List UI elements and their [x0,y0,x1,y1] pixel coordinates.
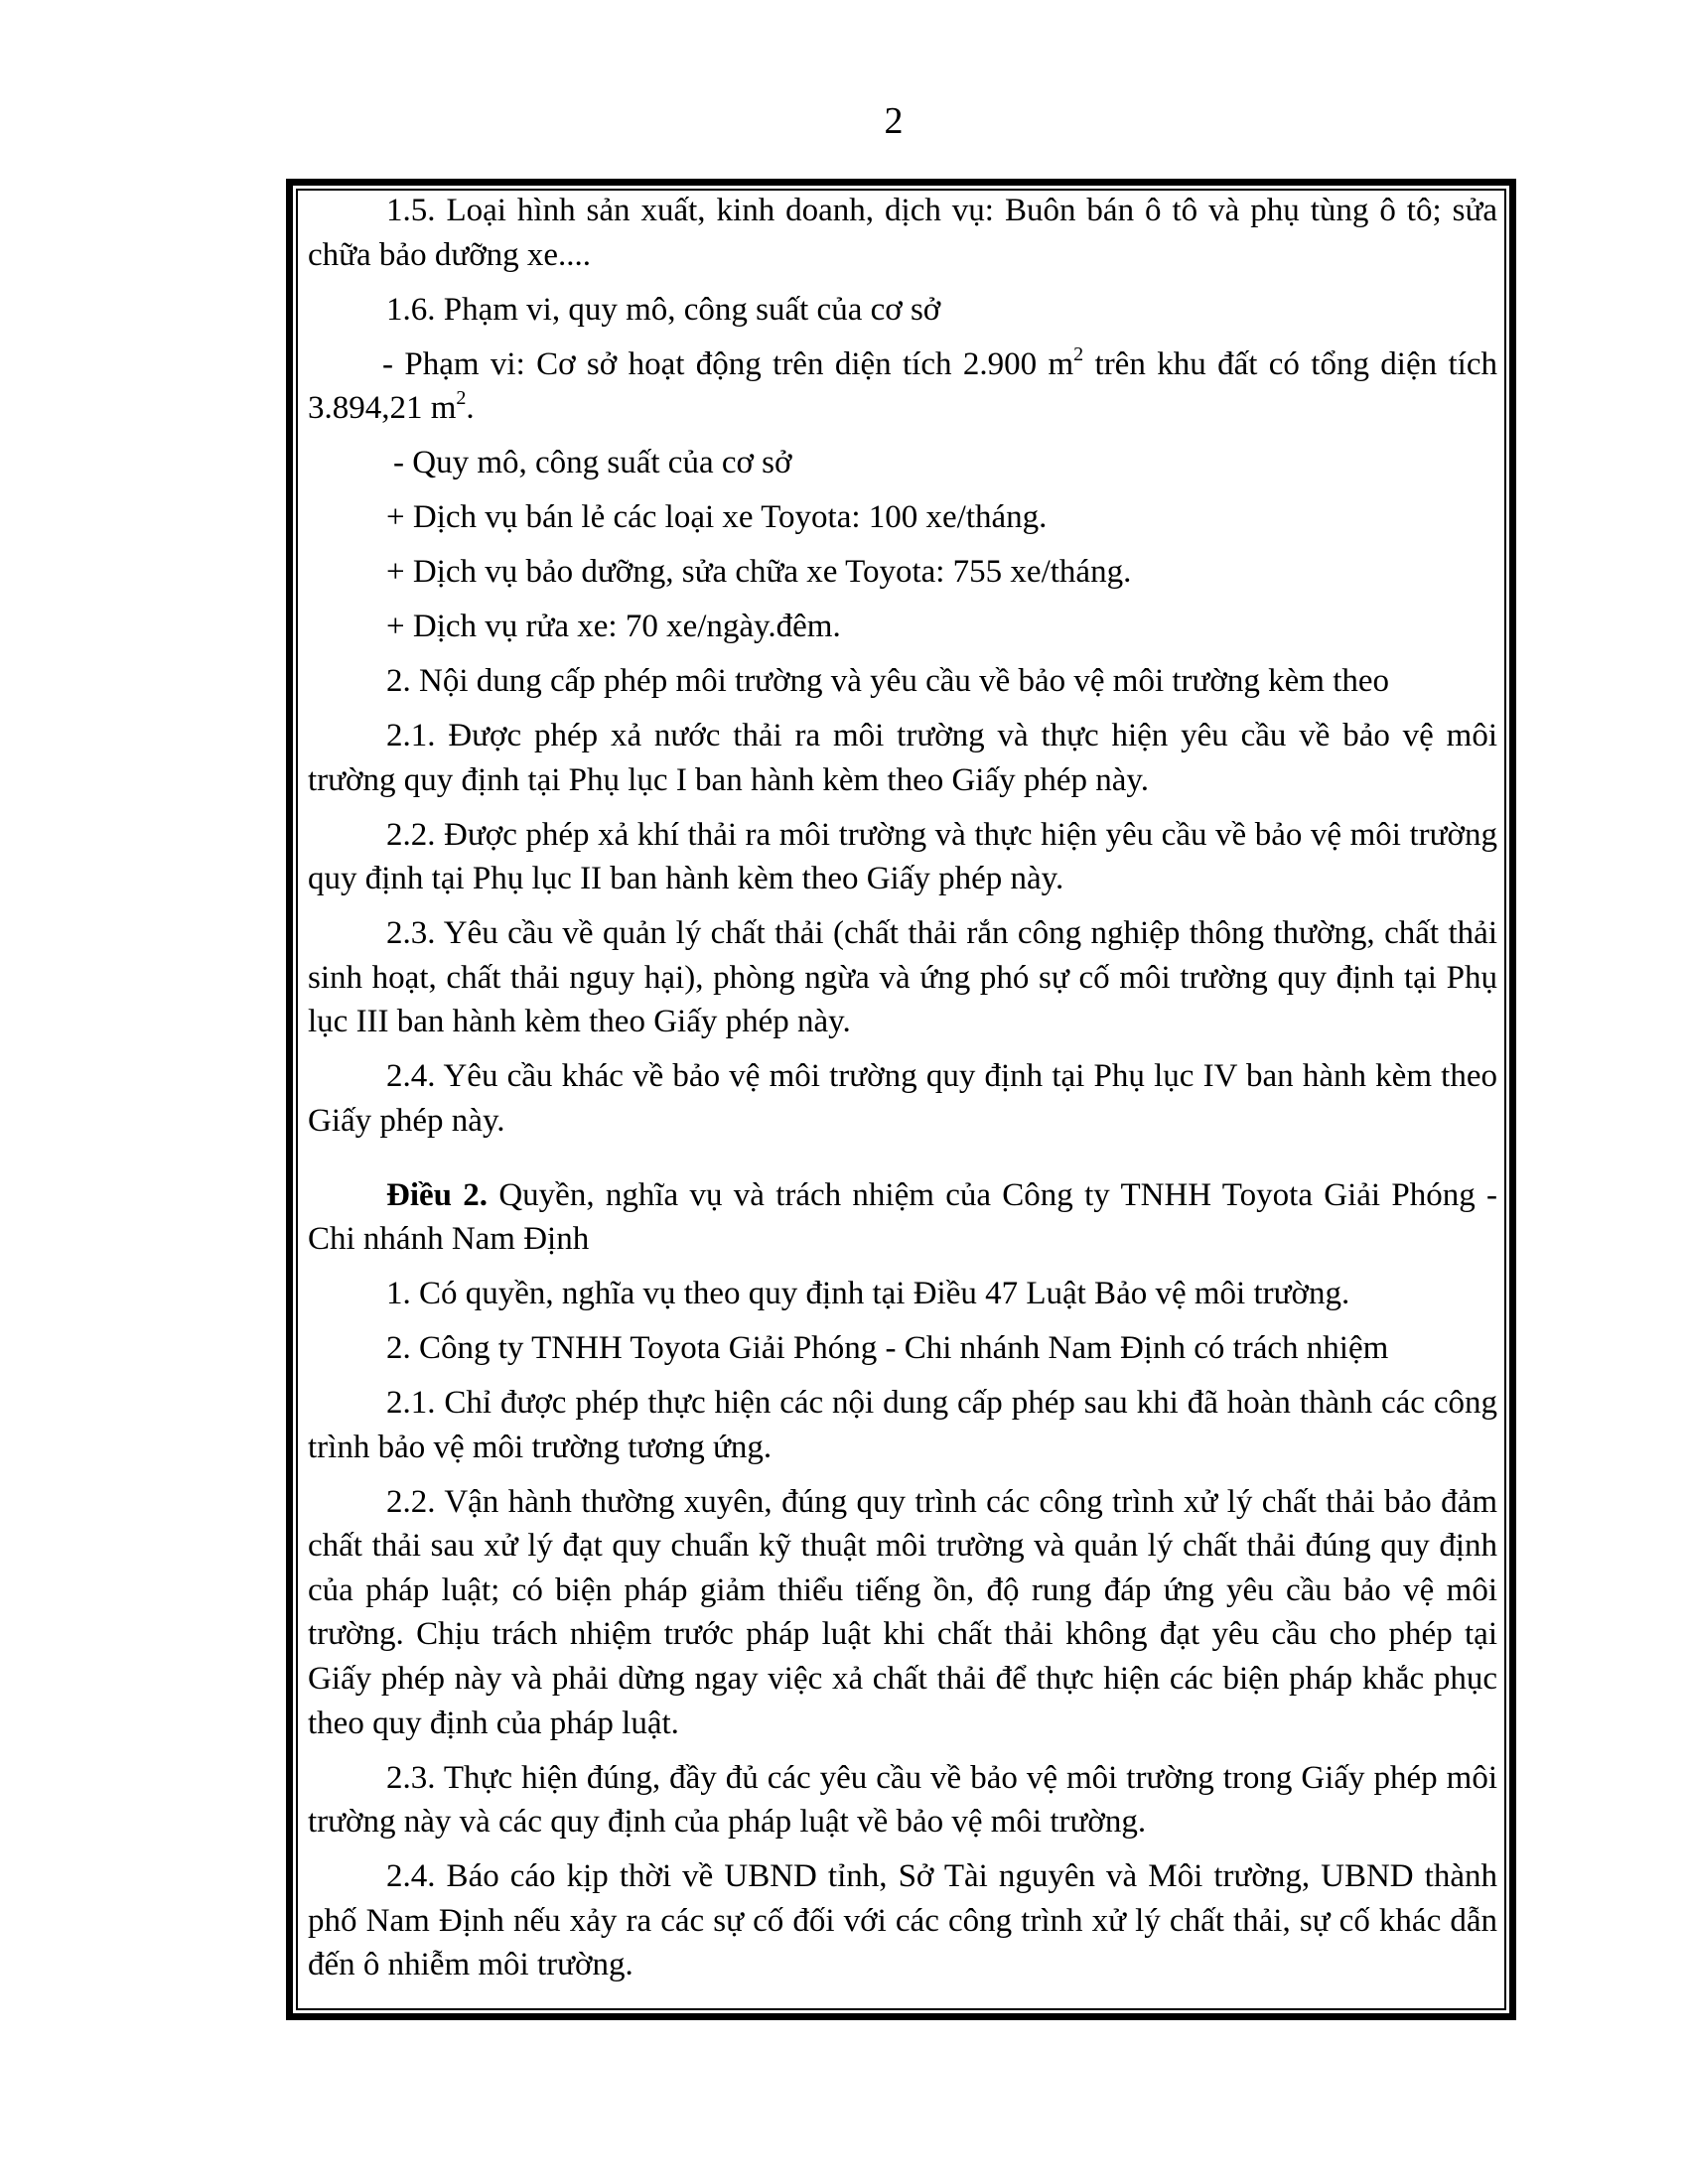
document-frame [286,179,1516,2020]
section-2-item: 2.3. Yêu cầu về quản lý chất thải (chất thải rắn công nghiệp thông thường, chất thải sinh hoạt, chất thải nguy hại), phòng ngừa và ứng phó sự cố môi trường quy định tại Phụ lục III ban hành kèm theo Giấy phép này. [308,915,1497,1040]
section-2-item: 2.1. Được phép xả nước thải ra môi trường và thực hiện yêu cầu về bảo vệ môi trường quy định tại Phụ lục I ban hành kèm theo Giấy phép này. [308,718,1497,798]
paragraph-quy-mo: - Quy mô, công suất của cơ sở [393,445,792,481]
article-2-item: 2.1. Chỉ được phép thực hiện các nội dung cấp phép sau khi đã hoàn thành các công trình bảo vệ môi trường tương ứng. [308,1385,1497,1465]
article-2-item: 2.3. Thực hiện đúng, đầy đủ các yêu cầu về bảo vệ môi trường trong Giấy phép môi trường này và các quy định của pháp luật về bảo vệ môi trường. [308,1759,1497,1841]
paragraph-pham-vi [308,342,1497,431]
article-2-paragraph-1: 1. Có quyền, nghĩa vụ theo quy định tại Điều 47 Luật Bảo vệ môi trường. [386,1276,1350,1312]
pham-vi-text-end: . [466,390,475,427]
paragraph-1-5: 1.5. Loại hình sản xuất, kinh doanh, dịch vụ: Buôn bán ô tô và phụ tùng ô tô; sửa chữa bảo dưỡng xe.... [308,193,1497,273]
article-2-label: Điều 2. [386,1176,489,1213]
service-item: + Dịch vụ bảo dưỡng, sửa chữa xe Toyota: 755 xe/tháng. [386,554,1132,591]
document-body [308,189,1497,1997]
service-item: + Dịch vụ rửa xe: 70 xe/ngày.đêm. [386,609,841,645]
section-2-item: 2.4. Yêu cầu khác về bảo vệ môi trường quy định tại Phụ lục IV ban hành kèm theo Giấy phép này. [308,1058,1497,1139]
section-2-item: 2.2. Được phép xả khí thải ra môi trường và thực hiện yêu cầu về bảo vệ môi trường quy định tại Phụ lục II ban hành kèm theo Giấy phép này. [308,816,1497,897]
article-2-paragraph-2: 2. Công ty TNHH Toyota Giải Phóng - Chi nhánh Nam Định có trách nhiệm [386,1330,1389,1367]
superscript-2: 2 [1073,342,1084,365]
pham-vi-text-middle: trên khu đất có tổng diện tích 3.894,21 m [308,345,1497,427]
page-number: 2 [884,100,904,142]
service-item: + Dịch vụ bán lẻ các loại xe Toyota: 100 xe/tháng. [386,499,1048,536]
article-2-item: 2.2. Vận hành thường xuyên, đúng quy trình các công trình xử lý chất thải bảo đảm chất thải sau xử lý đạt quy chuẩn kỹ thuật môi trường và quản lý chất thải đúng quy định của pháp luật; có biện pháp giảm thiểu tiếng ồn, độ rung đáp ứng yêu cầu bảo vệ môi trường. Chịu trách nhiệm trước pháp luật khi chất thải không đạt yêu cầu cho phép tại Giấy phép này và phải dừng ngay việc xả chất thải để thực hiện các biện pháp khắc phục theo quy định của pháp luật. [308,1483,1497,1741]
superscript-2: 2 [456,387,467,410]
section-2-heading: 2. Nội dung cấp phép môi trường và yêu cầu về bảo vệ môi trường kèm theo [386,663,1390,700]
pham-vi-text: - Phạm vi: Cơ sở hoạt động trên diện tích 2.900 m [382,345,1074,382]
article-2-heading [308,1173,1497,1262]
article-2-item: 2.4. Báo cáo kịp thời về UBND tỉnh, Sở Tài nguyên và Môi trường, UBND thành phố Nam Định nếu xảy ra các sự cố đối với các công trình xử lý chất thải, sự cố khác dẫn đến ô nhiễm môi trường. [308,1858,1497,1983]
paragraph-1-6: 1.6. Phạm vi, quy mô, công suất của cơ sở [386,291,941,328]
article-2-title: Quyền, nghĩa vụ và trách nhiệm của Công ty TNHH Toyota Giải Phóng - Chi nhánh Nam Định [308,1176,1498,1258]
